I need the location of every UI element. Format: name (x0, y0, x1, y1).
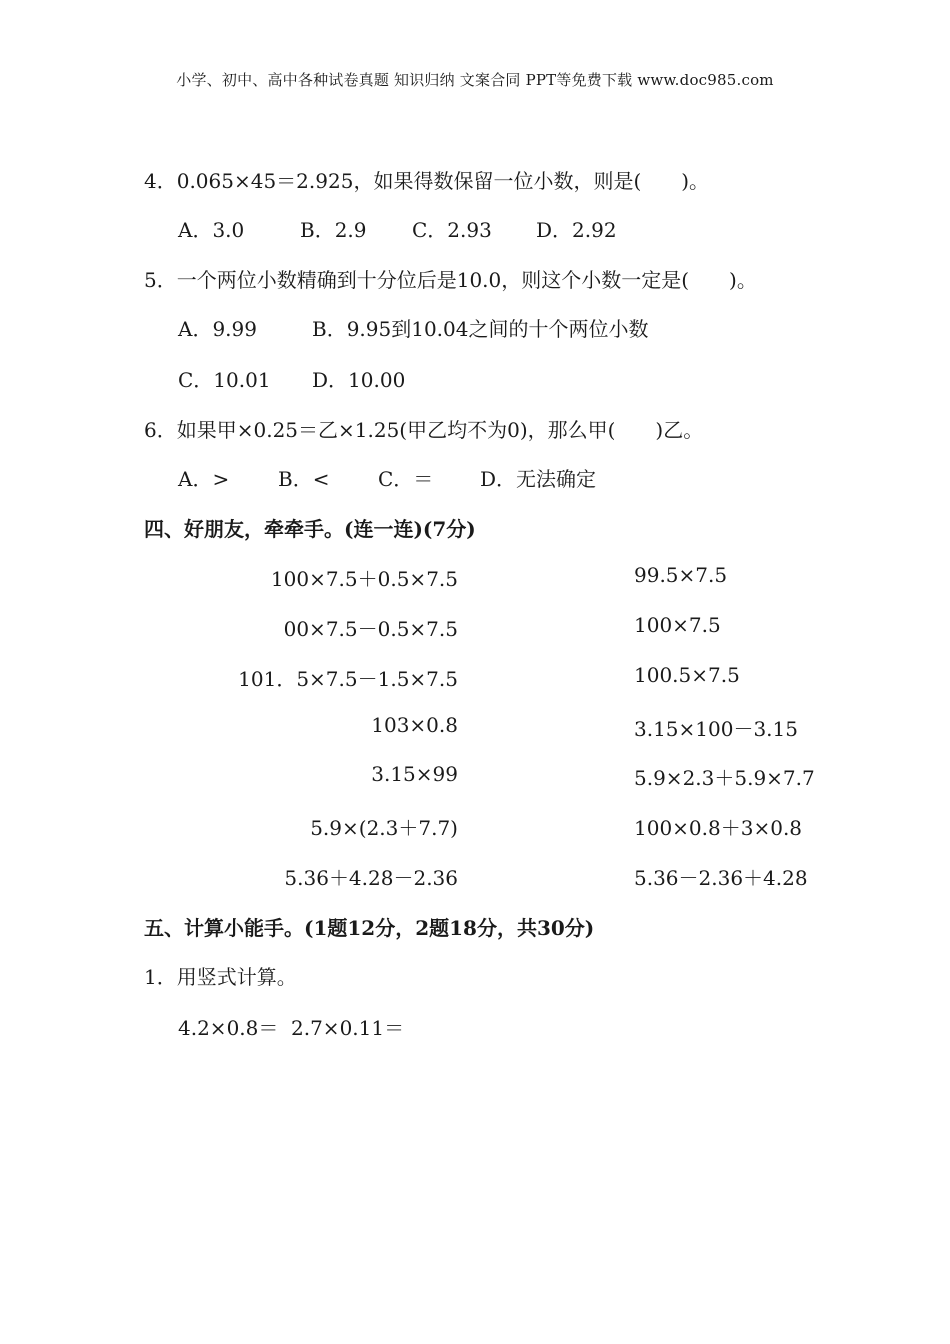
section-5-question-1: 1．用竖式计算。 (144, 965, 297, 989)
question-4-option-d: D．2.92 (536, 218, 617, 242)
calc-expression: 2.7×0.11＝ (291, 1016, 405, 1040)
question-4-stem: 4．0.065×45＝2.925，如果得数保留一位小数，则是( )。 (144, 169, 710, 193)
match-left-item: 00×7.5－0.5×7.5 (283, 617, 458, 641)
match-right-item: 100.5×7.5 (634, 663, 740, 687)
question-5-option-b: B．9.95到10.04之间的十个两位小数 (312, 317, 649, 341)
question-6-option-a: A．> (178, 467, 230, 491)
question-6-option-d: D．无法确定 (480, 467, 597, 491)
match-left-item: 5.36＋4.28－2.36 (284, 866, 458, 890)
match-left-item: 103×0.8 (371, 713, 458, 737)
section-5-title: 五、计算小能手。(1题12分，2题18分，共30分) (144, 916, 595, 940)
section-4-title: 四、好朋友，牵牵手。(连一连)(7分) (144, 517, 476, 541)
match-left-item: 3.15×99 (371, 762, 458, 786)
match-right-item: 99.5×7.5 (634, 563, 728, 587)
question-5-stem: 5．一个两位小数精确到十分位后是10.0，则这个小数一定是( )。 (144, 268, 757, 292)
match-left-item: 100×7.5＋0.5×7.5 (270, 567, 458, 591)
question-5-option-c: C．10.01 (178, 368, 271, 392)
calc-expression: 4.2×0.8＝ (178, 1016, 279, 1040)
question-4-option-b: B．2.9 (300, 218, 367, 242)
question-4-option-a: A．3.0 (178, 218, 245, 242)
match-right-item: 100×0.8＋3×0.8 (634, 816, 803, 840)
match-right-item: 3.15×100－3.15 (634, 717, 798, 741)
match-left-item: 101．5×7.5－1.5×7.5 (238, 667, 458, 691)
question-5-option-a: A．9.99 (178, 317, 257, 341)
match-right-item: 5.9×2.3＋5.9×7.7 (634, 766, 815, 790)
question-4-option-c: C．2.93 (412, 218, 492, 242)
question-6-stem: 6．如果甲×0.25＝乙×1.25(甲乙均不为0)，那么甲( )乙。 (144, 418, 704, 442)
match-right-item: 100×7.5 (634, 613, 721, 637)
question-6-option-b: B．< (278, 467, 330, 491)
question-5-option-d: D．10.00 (312, 368, 406, 392)
match-right-item: 5.36－2.36＋4.28 (634, 866, 808, 890)
match-left-item: 5.9×(2.3＋7.7) (310, 816, 458, 840)
question-6-option-c: C．＝ (378, 467, 434, 491)
page-header: 小学、初中、高中各种试卷真题 知识归纳 文案合同 PPT等免费下载 www.doc985.com (176, 71, 774, 89)
